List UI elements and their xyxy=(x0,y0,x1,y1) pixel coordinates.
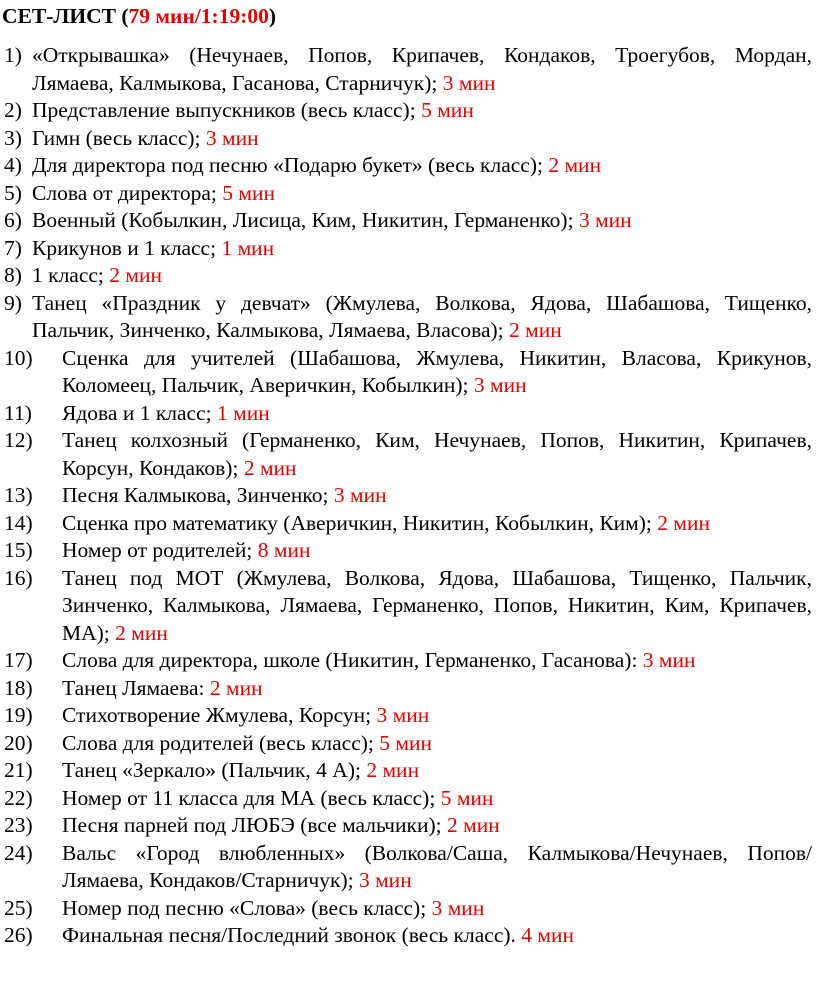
item-text: Крикунов и 1 класс; xyxy=(32,235,222,260)
item-duration: 2 мин xyxy=(209,675,263,700)
list-item xyxy=(2,290,812,345)
list-item xyxy=(2,427,812,482)
list-item xyxy=(2,840,812,895)
item-text: Гимн (весь класс); xyxy=(32,125,206,150)
item-number: 12) xyxy=(4,428,33,452)
list-item xyxy=(2,565,812,648)
item-number: 14) xyxy=(4,510,33,535)
item-duration: 4 мин xyxy=(521,923,575,947)
item-text: «Открывашка» (Нечунаев, Попов, Крипачев, Кондаков, Троегубов, Мордан, Лямаева, Калмыкова, Гасанова, Старничук); xyxy=(32,43,812,95)
item-number: 13) xyxy=(4,483,33,507)
item-text: Для директора под песню «Подарю букет» (весь класс); xyxy=(32,153,549,177)
list-item xyxy=(2,152,812,180)
list-item xyxy=(2,97,812,125)
list-item xyxy=(2,262,812,290)
item-text: Танец под МОТ (Жмулева, Волкова, Ядова, Шабашова, Тищенко, Пальчик, Зинченко, Калмыкова, Лямаева, Германенко, Попов, Никитин, Ким, Крипачев, МА); xyxy=(62,565,812,645)
list-item xyxy=(2,537,812,565)
list-item xyxy=(2,730,812,758)
item-duration: 5 мин xyxy=(379,730,433,755)
item-duration: 3 мин xyxy=(578,208,632,232)
item-duration: 5 мин xyxy=(421,98,474,122)
item-text: Финальная песня/Последний звонок (весь класс). xyxy=(62,923,522,947)
item-text: Слова от директора; xyxy=(32,180,223,205)
item-number: 5) xyxy=(4,180,22,205)
title-paren-open: ( xyxy=(115,4,129,28)
item-duration: 3 мин xyxy=(442,70,496,95)
item-text: Номер от 11 класса для МА (весь класс); xyxy=(62,785,441,810)
item-number: 15) xyxy=(4,538,33,562)
item-number: 22) xyxy=(4,785,33,810)
list-item xyxy=(2,757,812,785)
item-number: 24) xyxy=(4,840,33,865)
item-number: 4) xyxy=(4,153,22,177)
item-number: 21) xyxy=(4,758,33,782)
item-duration: 5 мин xyxy=(222,180,275,205)
list-item xyxy=(2,400,812,428)
item-duration: 5 мин xyxy=(440,785,494,810)
list-item xyxy=(2,785,812,813)
item-text: Танец «Зеркало» (Пальчик, 4 А); xyxy=(62,758,367,782)
item-duration: 2 мин xyxy=(446,813,500,837)
list-item xyxy=(2,510,812,538)
item-number: 23) xyxy=(4,813,33,837)
item-text: Ядова и 1 класс; xyxy=(62,400,217,425)
item-text: Сценка для учителей (Шабашова, Жмулева, Никитин, Власова, Крикунов, Коломеец, Пальчик, Аверичкин, Кобылкин); xyxy=(62,345,812,397)
item-number: 10) xyxy=(4,345,33,370)
list-item xyxy=(2,895,812,923)
item-duration: 3 мин xyxy=(358,868,412,892)
item-text: Сценка про математику (Аверичкин, Никитин, Кобылкин, Ким); xyxy=(62,510,658,535)
item-duration: 2 мин xyxy=(115,620,168,645)
item-text: Танец колхозный (Германенко, Ким, Нечунаев, Попов, Никитин, Крипачев, Корсун, Кондаков); xyxy=(62,428,812,480)
item-duration: 3 мин xyxy=(333,483,387,507)
item-duration: 2 мин xyxy=(548,153,602,177)
list-item xyxy=(2,702,812,730)
item-duration: 2 мин xyxy=(366,758,420,782)
list-item xyxy=(2,812,812,840)
item-number: 20) xyxy=(4,730,33,755)
list-item xyxy=(2,207,812,235)
item-number: 3) xyxy=(4,125,22,150)
item-text: Представление выпускников (весь класс); xyxy=(32,98,422,122)
total-duration: 79 мин/1:19:00 xyxy=(128,4,269,28)
list-item xyxy=(2,482,812,510)
title-paren-close: ) xyxy=(268,4,277,28)
list-item xyxy=(2,42,812,97)
item-duration: 8 мин xyxy=(257,538,311,562)
item-number: 18) xyxy=(4,675,33,700)
item-duration: 3 мин xyxy=(473,373,527,397)
item-text: Танец Лямаева: xyxy=(62,675,210,700)
item-text: Песня Калмыкова, Зинченко; xyxy=(62,483,334,507)
item-number: 6) xyxy=(4,208,22,232)
item-text: Слова для директора, школе (Никитин, Германенко, Гасанова): xyxy=(62,648,643,672)
item-text: Песня парней под ЛЮБЭ (все мальчики); xyxy=(62,813,447,837)
page-title xyxy=(2,2,812,30)
list-item xyxy=(2,647,812,675)
item-text: Номер под песню «Слова» (весь класс); xyxy=(62,895,432,920)
set-list xyxy=(2,42,812,950)
item-duration: 3 мин xyxy=(376,703,430,727)
item-number: 16) xyxy=(4,565,33,590)
item-number: 25) xyxy=(4,895,33,920)
item-duration: 2 мин xyxy=(509,318,562,342)
item-duration: 2 мин xyxy=(657,510,711,535)
item-text: Танец «Праздник у девчат» (Жмулева, Волкова, Ядова, Шабашова, Тищенко, Пальчик, Зинченко, Калмыкова, Лямаева, Власова); xyxy=(32,290,812,342)
item-duration: 2 мин xyxy=(109,263,163,287)
item-number: 17) xyxy=(4,648,33,672)
item-number: 2) xyxy=(4,98,22,122)
item-number: 8) xyxy=(4,263,22,287)
item-number: 1) xyxy=(4,43,22,67)
item-number: 11) xyxy=(4,400,32,425)
item-text: Стихотворение Жмулева, Корсун; xyxy=(62,703,377,727)
item-text: Вальс «Город влюбленных» (Волкова/Саша, Калмыкова/Нечунаев, Попов/Лямаева, Кондаков/Старничук); xyxy=(62,840,812,892)
item-text: Военный (Кобылкин, Лисица, Ким, Никитин, Германенко); xyxy=(32,208,579,232)
item-duration: 3 мин xyxy=(642,648,696,672)
item-number: 9) xyxy=(4,290,22,315)
item-number: 19) xyxy=(4,703,33,727)
list-item xyxy=(2,345,812,400)
item-text: Номер от родителей; xyxy=(62,538,258,562)
list-item xyxy=(2,922,812,950)
item-duration: 1 мин xyxy=(221,235,275,260)
list-item xyxy=(2,125,812,153)
item-duration: 1 мин xyxy=(216,400,270,425)
list-item xyxy=(2,235,812,263)
item-number: 26) xyxy=(4,923,33,947)
list-item xyxy=(2,675,812,703)
item-number: 7) xyxy=(4,235,22,260)
item-text: 1 класс; xyxy=(32,263,110,287)
item-duration: 2 мин xyxy=(243,455,297,480)
item-duration: 3 мин xyxy=(431,895,485,920)
item-duration: 3 мин xyxy=(205,125,259,150)
title-label: СЕТ-ЛИСТ xyxy=(2,4,116,28)
list-item xyxy=(2,180,812,208)
item-text: Слова для родителей (весь класс); xyxy=(62,730,380,755)
